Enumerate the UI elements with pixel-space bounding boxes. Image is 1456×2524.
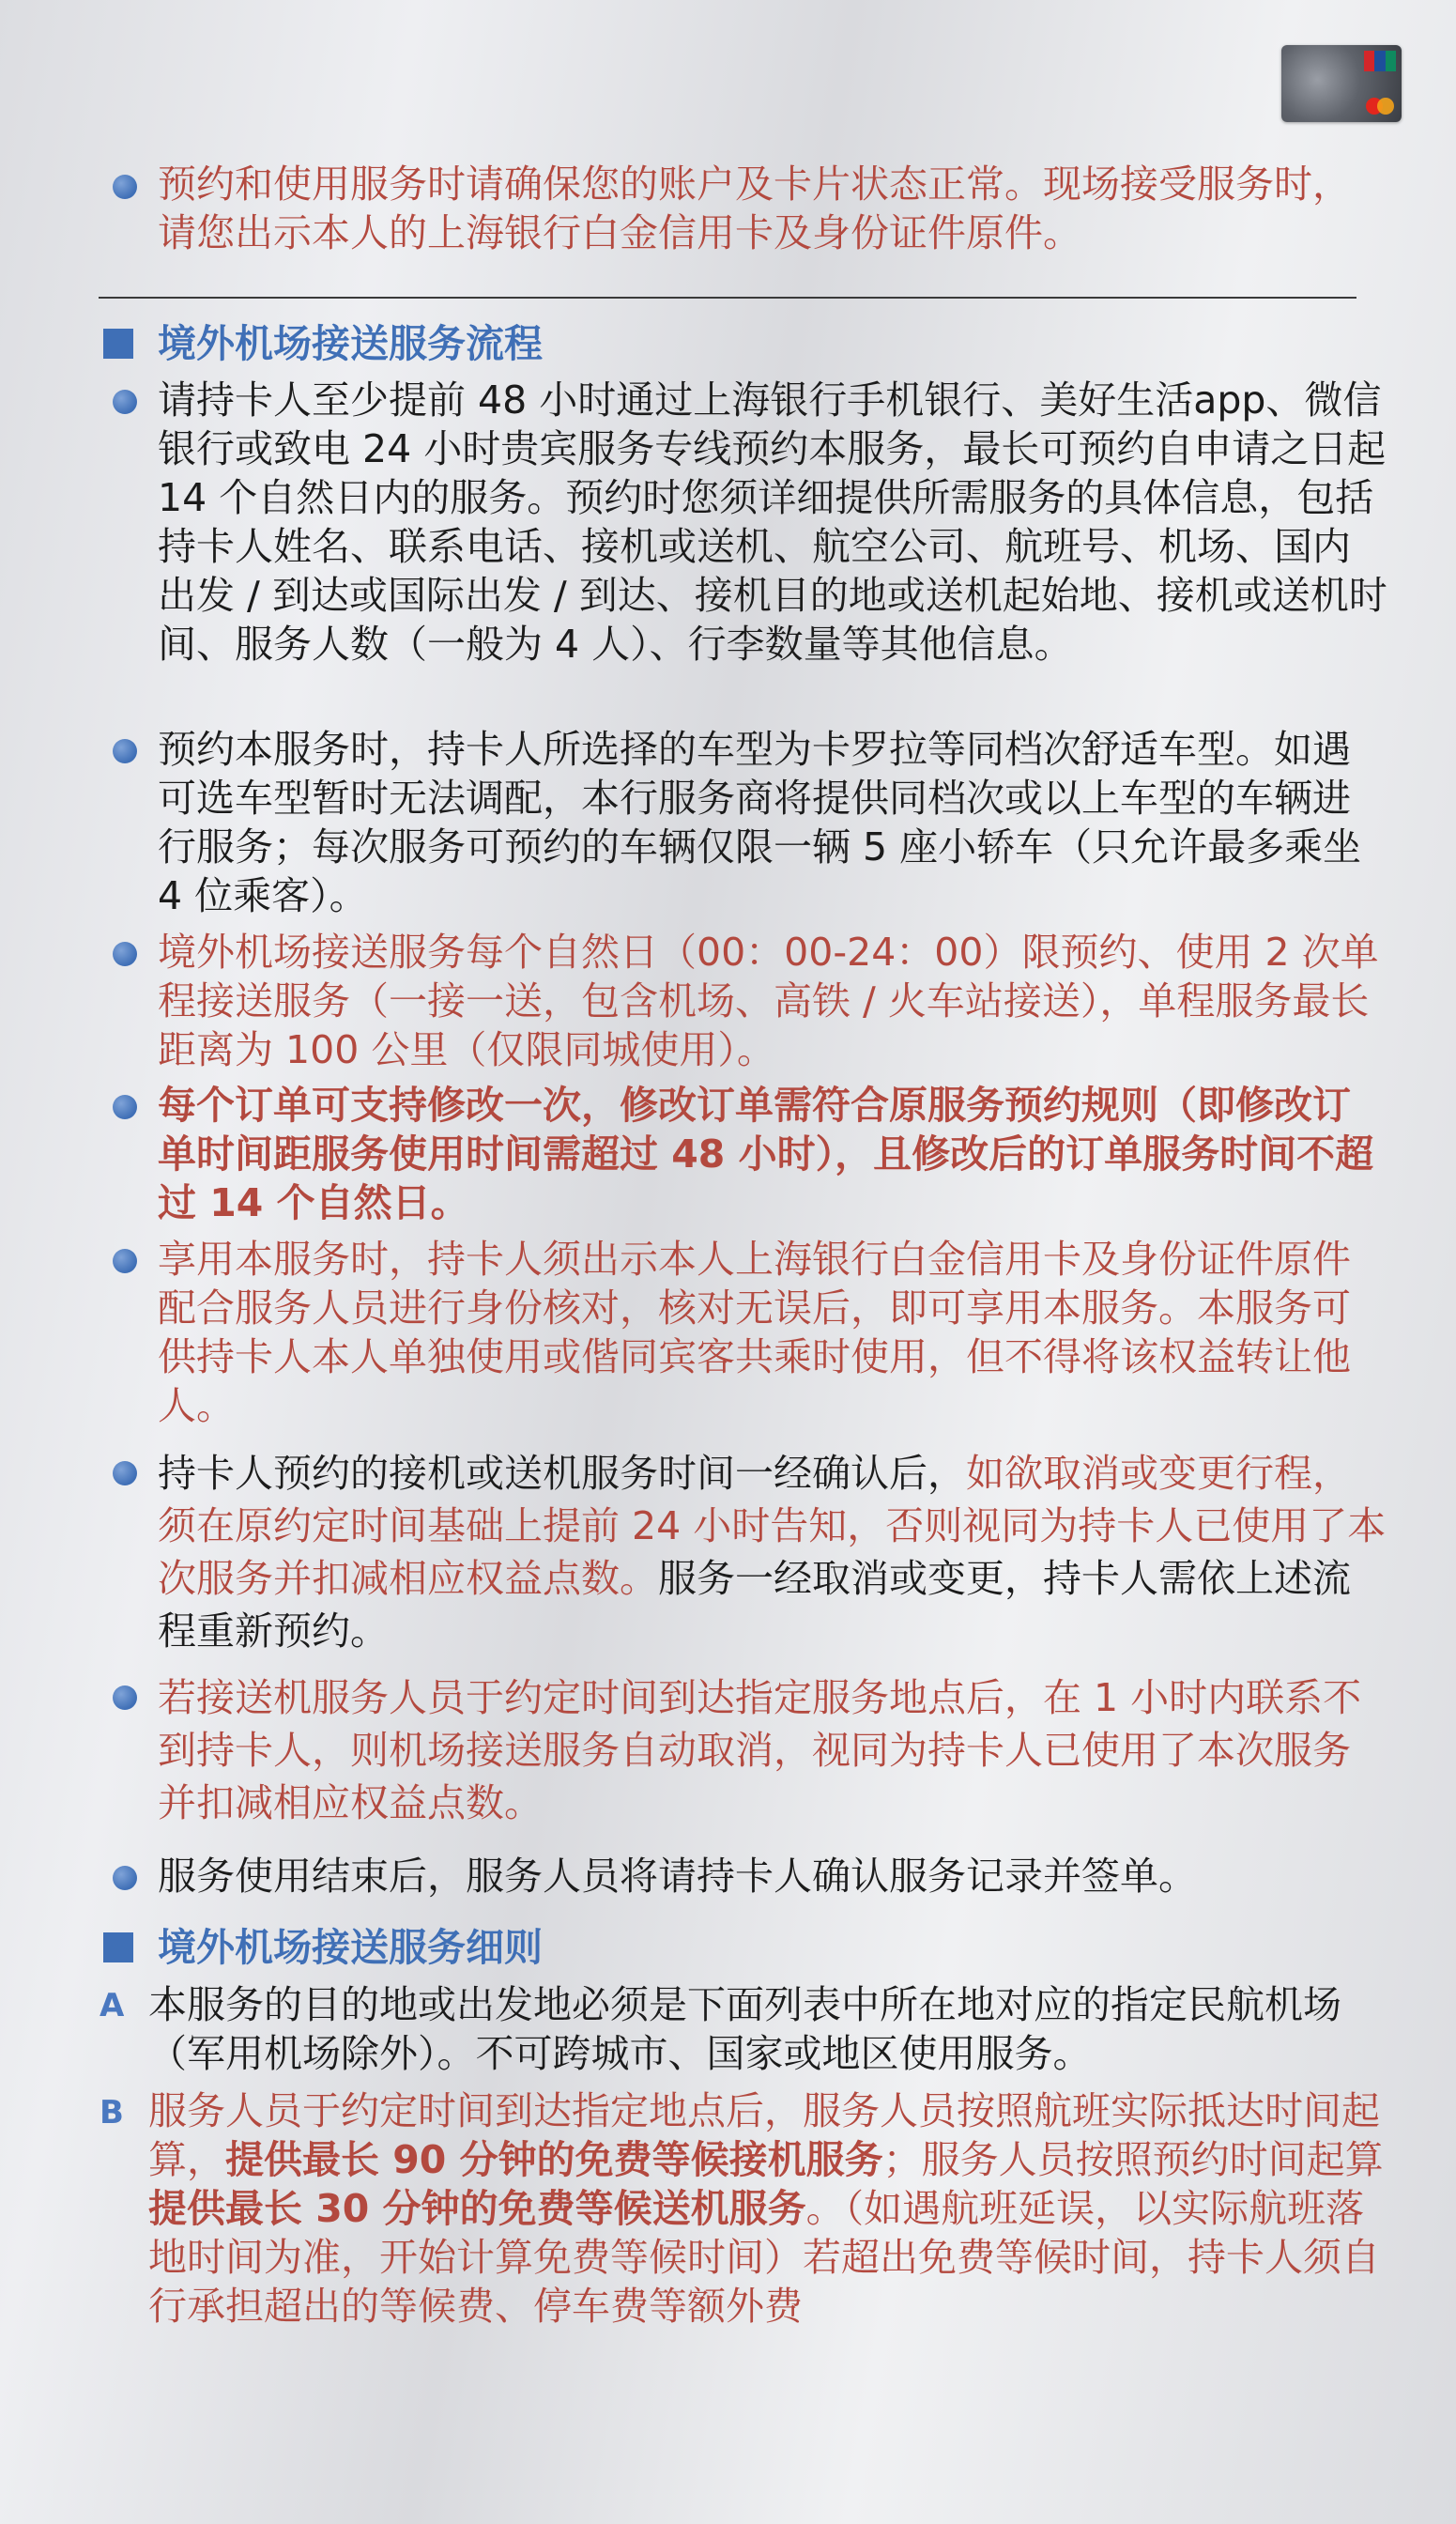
bullet-icon xyxy=(113,942,137,966)
rule-b-part5: 。（如遇航班延误，以实际航班落地时间为准，开始计算免费等候时间）若超出免费等候时间，持卡人须自行承担超出的等候费、停车费等额外费 xyxy=(148,2186,1380,2329)
rule-b-part1: 服务人员于约定时间到达指定地点后，服务人员按照航班实际抵达时间起算， xyxy=(148,2088,1380,2182)
process-item-2: 预约本服务时，持卡人所选择的车型为卡罗拉等同档次舒适车型。如遇可选车型暂时无法调配，本行服务商将提供同档次或以上车型的车辆进行服务；每次服务可预约的车辆仅限一辆 5 座小轿车（只允许最多乘坐 4 位乘客）。 xyxy=(158,727,1362,918)
process-item-6-part2: 如欲取消或变更行程，须在原约定时间基础上提前 24 小时告知，否则视同为持卡人已使用了本次服务并扣减相应权益点数。 xyxy=(158,1451,1387,1601)
section-square-icon xyxy=(103,329,133,359)
bullet-icon xyxy=(113,1095,137,1119)
process-item-6 xyxy=(158,1447,1387,1657)
bullet-icon xyxy=(113,739,137,763)
card-image xyxy=(1281,45,1402,122)
unionpay-logo-icon xyxy=(1364,51,1396,71)
bullet-icon xyxy=(113,390,137,414)
rule-a-text: 本服务的目的地或出发地必须是下面列表中所在地对应的指定民航机场（军用机场除外）。不可跨城市、国家或地区使用服务。 xyxy=(148,1982,1341,2076)
rule-b-part2: 提供最长 90 分钟的免费等候接机服务 xyxy=(225,2137,883,2182)
process-item-8: 服务使用结束后，服务人员将请持卡人确认服务记录并签单。 xyxy=(158,1854,1197,1899)
bullet-icon xyxy=(113,175,137,199)
rule-b-part4: 提供最长 30 分钟的免费等候送机服务 xyxy=(148,2186,806,2231)
process-item-1: 请持卡人至少提前 48 小时通过上海银行手机银行、美好生活app、微信银行或致电 24 小时贵宾服务专线预约本服务，最长可预约自申请之日起 14 个自然日内的服务。预约时您须详细提供所需服务的具体信息，包括持卡人姓名、联系电话、接机或送机、航空公司、航班号、机场、国内出发 / 到达或国际出发 / 到达、接机目的地或送机起始地、接机或送机时间、服务人数（一般为 4 人）、行李数量等其他信息。 xyxy=(158,377,1387,667)
bullet-icon xyxy=(113,1249,137,1273)
process-item-6-part3: 服务一经取消或变更，持卡人需依上述流程重新预约。 xyxy=(158,1556,1351,1654)
bullet-icon xyxy=(113,1866,137,1890)
section-square-icon xyxy=(103,1932,133,1962)
process-item-3: 境外机场接送服务每个自然日（00：00-24：00）限预约、使用 2 次单程接送服务（一接一送，包含机场、高铁 / 火车站接送），单程服务最长距离为 100 公里（仅限同城使用）。 xyxy=(158,930,1379,1072)
mastercard-logo-icon xyxy=(1366,98,1394,115)
section-title-rules: 境外机场接送服务细则 xyxy=(158,1925,543,1970)
rule-b-part3: ；服务人员按照预约时间起算 xyxy=(882,2137,1384,2182)
process-item-5: 享用本服务时，持卡人须出示本人上海银行白金信用卡及身份证件原件配合服务人员进行身份核对，核对无误后，即可享用本服务。本服务可供持卡人本人单独使用或偕同宾客共乘时使用，但不得将该权益转让他人。 xyxy=(158,1237,1351,1428)
section-title-process: 境外机场接送服务流程 xyxy=(158,321,543,366)
rule-letter-b: B xyxy=(100,2094,124,2132)
intro-text: 预约和使用服务时请确保您的账户及卡片状态正常。现场接受服务时，请您出示本人的上海银行白金信用卡及身份证件原件。 xyxy=(158,162,1351,255)
divider xyxy=(99,297,1356,299)
rule-b-text xyxy=(148,2086,1387,2331)
rule-letter-a: A xyxy=(100,1987,125,2024)
process-item-7: 若接送机服务人员于约定时间到达指定服务地点后，在 1 小时内联系不到持卡人，则机场接送服务自动取消，视同为持卡人已使用了本次服务并扣减相应权益点数。 xyxy=(158,1675,1362,1825)
bullet-icon xyxy=(113,1685,137,1710)
process-item-6-part1: 持卡人预约的接机或送机服务时间一经确认后， xyxy=(158,1451,966,1496)
process-item-4: 每个订单可支持修改一次，修改订单需符合原服务预约规则（即修改订单时间距服务使用时间需超过 48 小时），且修改后的订单服务时间不超过 14 个自然日。 xyxy=(158,1083,1374,1225)
bullet-icon xyxy=(113,1461,137,1485)
